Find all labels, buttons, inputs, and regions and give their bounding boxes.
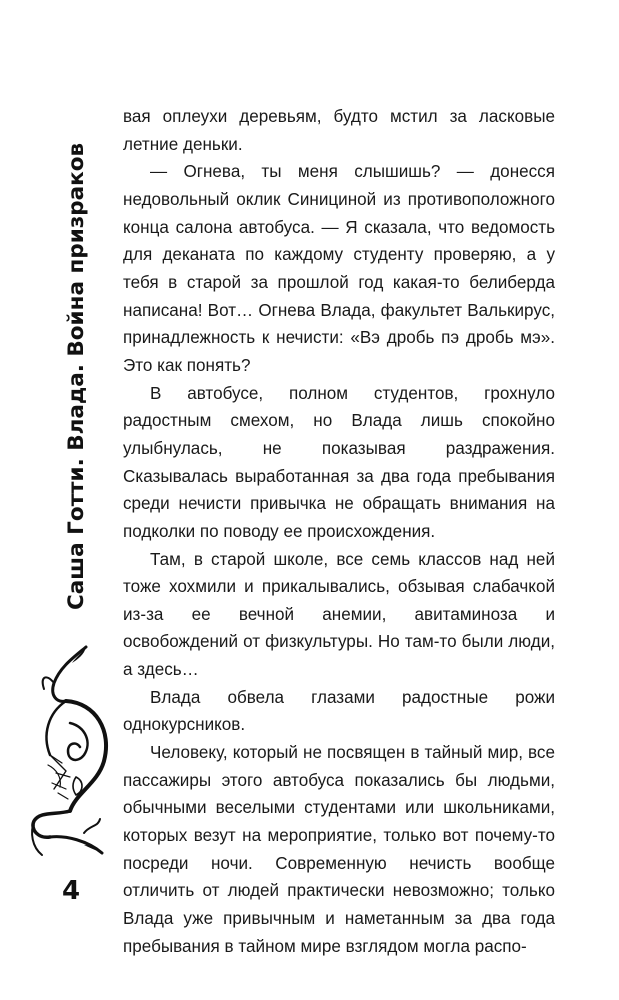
- paragraph-2: — Огнева, ты меня слышишь? — донесся недовольный оклик Синициной из противоположного конца салона автобуса. — Я сказала, что ведомость для деканата по каждому студенту проверяю, а у тебя в старой за прошлой год какая-то белиберда написана! Вот… Огнева Влада, факультет Валькирус, принадлежность к нечисти: «Вэ дробь пэ дробь мэ». Это как понять?: [123, 162, 555, 375]
- running-header: Саша Готти. Влада. Война призраков: [64, 142, 89, 610]
- paragraph-3: В автобусе, полном студентов, грохнуло радостным смехом, но Влада лишь спокойно улыбнулась, не показывая раздражения. Сказывалась выработанная за два года пребывания среди нечисти привычка не обращать внимания на подколки по поводу ее происхождения.: [123, 383, 555, 541]
- paragraph-1: вая оплеухи деревьям, будто мстил за ласковые летние деньки.: [123, 107, 555, 154]
- paragraph-6: Человеку, который не посвящен в тайный мир, все пассажиры этого автобуса показались бы людьми, обычными веселыми студентами или школьниками, которых везут на мероприятие, только вот почему-то посреди ночи. Современную нечисть вообще отличить от людей практически невозможно; только Влада уже привычным и наметанным за два года пребывания в тайном мире взглядом могла распо-: [123, 743, 555, 956]
- decorative-ornament-icon: [26, 643, 116, 863]
- page-number: 4: [62, 876, 81, 906]
- paragraph-4: Там, в старой школе, все семь классов над ней тоже хохмили и прикалывались, обзывая слабачкой из-за ее вечной анемии, авитаминоза и освобождений от физкультуры. Но там-то были люди, а здесь…: [123, 549, 555, 680]
- body-text: [123, 103, 555, 960]
- paragraph-5: Влада обвела глазами радостные рожи однокурсников.: [123, 687, 555, 735]
